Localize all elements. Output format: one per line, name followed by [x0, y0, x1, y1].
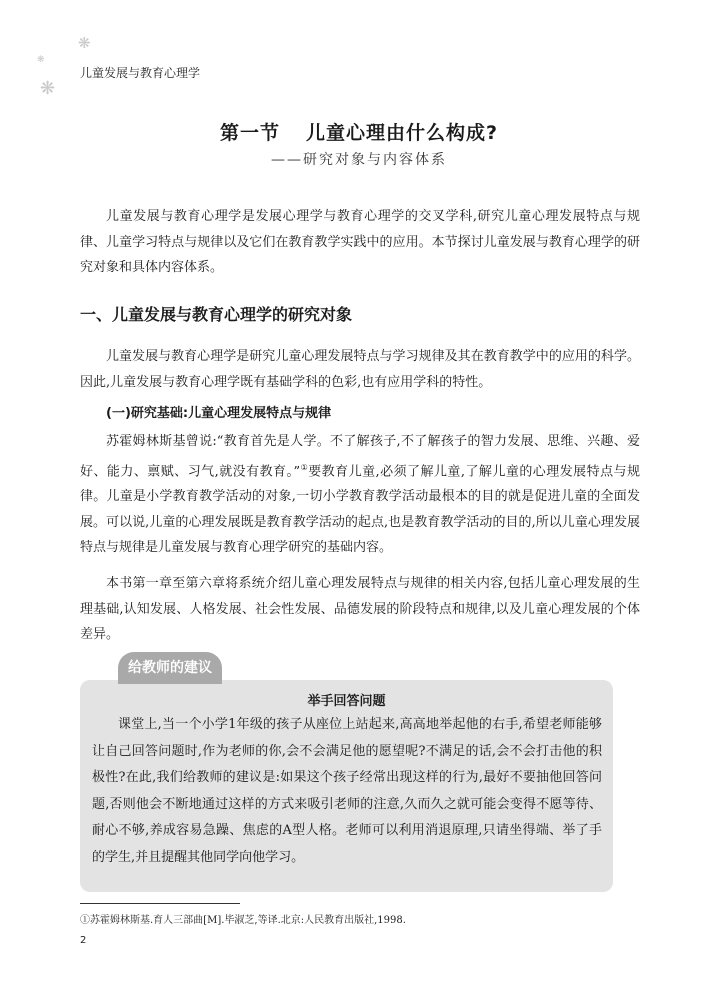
section-number: 第一节 — [219, 122, 280, 144]
paragraph-definition: 儿童发展与教育心理学是研究儿童心理发展特点与学习规律及其在教育教学中的应用的科学。因此,儿童发展与教育心理学既有基础学科的色彩,也有应用学科的特性。 — [80, 349, 640, 390]
footnote: ①苏霍姆林斯基.育人三部曲[M].毕淑芝,等译.北京:人民教育出版社,1998. — [80, 915, 406, 926]
snowflake-icon: ❋ — [78, 34, 91, 52]
advice-box-text: 课堂上,当一个小学1年级的孩子从座位上站起来,高高地举起他的右手,希望老师能够让自己回答问题时,作为老师的你,会不会满足他的愿望呢?不满足的话,会不会打击他的积极性?在此,我们给教师的建议是:如果这个孩子经常出现这样的行为,最好不要抽他回答问题,否则他会不断地通过这样的方式来吸引老师的注意,久而久之就可能会变得不愿等待、耐心不够,养成容易急躁、焦虑的A型人格。老师可以利用消退原理,只请坐得端、举了手的学生,并且提醒其他同学向他学习。 — [92, 717, 602, 865]
section-subtitle: ——研究对象与内容体系 — [271, 152, 447, 168]
section-title — [0, 118, 718, 145]
advice-box-title: 举手回答问题 — [307, 694, 386, 709]
heading-research-object: 一、儿童发展与教育心理学的研究对象 — [80, 305, 353, 324]
paragraph-continuation: 要教育儿童,必须了解儿童,了解儿童的心理发展特点与规律。儿童是小学教育教学活动的对象,一切小学教育教学活动最根本的目的就是促进儿童的全面发展。可以说,儿童的心理发展既是教育教学活动的起点,也是教育教学活动的目的,所以儿童心理发展特点与规律是儿童发展与教育心理学研究的基础内容。 — [80, 463, 641, 556]
footnote-marker[interactable]: ① — [300, 462, 309, 472]
intro-paragraph: 儿童发展与教育心理学是发展心理学与教育心理学的交叉学科,研究儿童心理发展特点与规律、儿童学习特点与规律以及它们在教育教学实践中的应用。本节探讨儿童发展与教育心理学的研究对象和具体内容体系。 — [80, 209, 640, 275]
subheading-research-basis: (一)研究基础:儿童心理发展特点与规律 — [106, 406, 332, 421]
page-number: 2 — [80, 935, 87, 946]
advice-box-tab: 给教师的建议 — [118, 652, 222, 684]
snowflake-icon: ❋ — [40, 78, 56, 99]
footnote-divider — [80, 903, 240, 904]
paragraph-book-overview: 本书第一章至第六章将系统介绍儿童心理发展特点与规律的相关内容,包括儿童心理发展的生理基础,认知发展、人格发展、社会性发展、品德发展的阶段特点和规律,以及儿童心理发展的个体差异。 — [80, 576, 640, 642]
section-title-text: 儿童心理由什么构成? — [305, 122, 499, 144]
quote-text: 苏霍姆林斯基曾说:“教育首先是人学。不了解孩子,不了解孩子的智力发展、思维、兴趣、爱好、能力、禀赋、习气,就没有教育。” — [80, 434, 640, 479]
paragraph-sukhomlinsky — [80, 429, 640, 561]
running-head: 儿童发展与教育心理学 — [80, 66, 201, 80]
snowflake-icon: ❋ — [37, 55, 45, 65]
